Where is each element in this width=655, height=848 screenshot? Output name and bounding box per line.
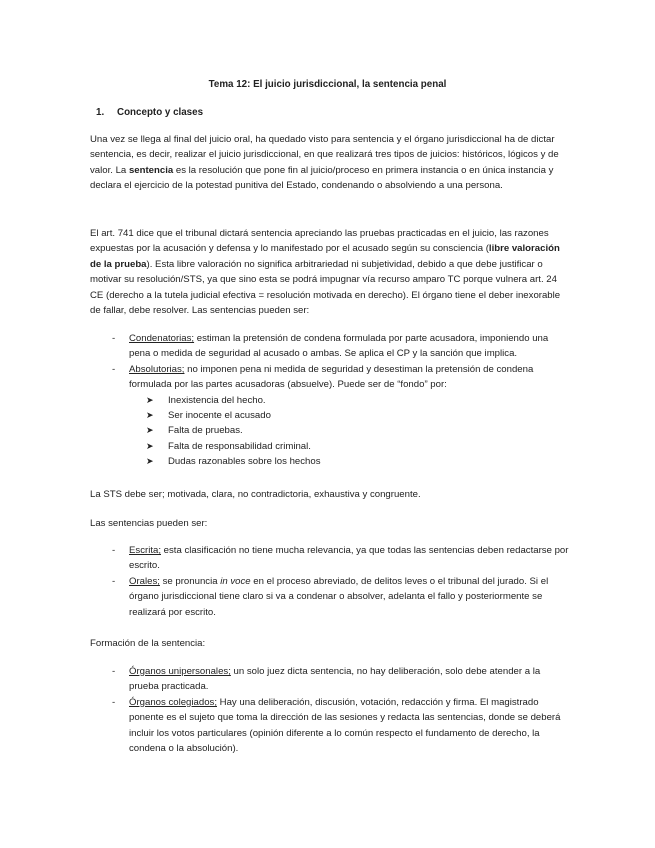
formation-list <box>112 664 572 756</box>
list-item <box>112 695 572 757</box>
list-item-label: Orales; <box>129 575 160 587</box>
list-item-text: estiman la pretensión de condena formulada por parte acusadora, imponiendo una pena o medida de seguridad al acusado o ambas. Se aplica el CP y la sanción que implica. <box>129 333 549 360</box>
list-item-label: Órganos colegiados; <box>129 696 217 708</box>
list-item-text: en el proceso abreviado, de delitos leves o el tribunal del jurado. Si el órgano jurisdiccional tiene claro si va a condenar o absolver, adelanta el fallo y posteriormente se realizará por escrito. <box>129 575 549 618</box>
dash-bullet: - <box>112 666 116 677</box>
list-item-label: Escrita; <box>129 545 161 556</box>
arrow-bullet-icon: ➤ <box>146 394 154 405</box>
sublist <box>146 393 572 470</box>
bold-term: sentencia <box>128 164 174 176</box>
sublist-item-text: Ser inocente el acusado <box>168 410 271 422</box>
list-item-text: Hay una deliberación, discusión, votación, redacción y firma. El magistrado ponente es el sujeto que toma la dirección de las sesiones y redacta las sentencias, donde se deberá incluir los votos particulares (opinión diferente a lo común respecto el fundamento de derecho, la condena o la absolución). <box>129 696 561 755</box>
list-item-text: un solo juez dicta sentencia, no hay deliberación, solo debe atender a la prueba practicada. <box>129 666 541 693</box>
bold-term: libre valoración de la prueba <box>90 243 560 270</box>
list-item-text: esta clasificación no tiene mucha relevancia, ya que todas las sentencias deben redactarse por escrito. <box>129 545 569 572</box>
list-item <box>112 331 572 362</box>
paragraph-text: El art. 741 dice que el tribunal dictará sentencia apreciando las pruebas practicadas en el juicio, las razones expuestas por la acusación y defensa y lo manifestado por el acusado según su consciencia ( <box>90 228 549 255</box>
list-item-text: se pronuncia <box>159 575 221 587</box>
arrow-bullet-icon: ➤ <box>146 440 154 451</box>
arrow-bullet-icon: ➤ <box>146 456 154 467</box>
italic-term: in voce <box>220 575 251 587</box>
section-number: 1. <box>96 107 105 118</box>
arrow-bullet-icon: ➤ <box>146 410 154 421</box>
list-item-text: no imponen pena ni medida de seguridad y desestiman la pretensión de condena formulada por las partes acusadoras (absuelve). Puede ser de “fondo” por: <box>129 363 534 391</box>
paragraph-text: Una vez se llega al final del juicio oral, ha quedado visto para sentencia y el órgano jurisdiccional ha de dictar sentencia, es decir, realizar el juicio jurisdiccional, en que realizará tres tipos de juicios: históricos, lógicos y de valor. La <box>90 134 559 176</box>
list-item-label: Órganos unipersonales; <box>129 666 231 677</box>
list-item <box>112 362 572 470</box>
paragraph-formacion: Formación de la sentencia: <box>90 638 206 649</box>
dash-bullet: - <box>112 363 116 375</box>
paragraph-text: ). Esta libre valoración no significa arbitrariedad ni subjetividad, debido a que debe justificar o motivar su resolución/STS, ya que sino esta se podrá impugnar vía recurso amparo TC porque vulnera art. 24 CE (derecho a la tutela judicial efectiva = resolución motivada en derecho). El órgano tiene el deber inexorable de fallar, debe resolver. Las sentencias pueden ser: <box>90 258 561 317</box>
sublist-item <box>146 423 572 438</box>
paragraph-intro <box>90 132 570 194</box>
sublist-item-text: Falta de responsabilidad criminal. <box>168 440 311 452</box>
dash-bullet: - <box>112 333 116 344</box>
paragraph-text: es la resolución que pone fin al juicio/proceso en primera instancia o en única instancia y declara el ejercicio de la potestad punitiva del Estado, condenando o absolviendo a una persona. <box>90 164 554 192</box>
section-heading <box>96 105 203 120</box>
sublist-item-text: Falta de pruebas. <box>168 425 243 437</box>
dash-bullet: - <box>112 545 116 556</box>
sublist-item <box>146 393 572 408</box>
list-item-label: Condenatorias; <box>129 333 195 344</box>
list-item <box>112 574 572 620</box>
arrow-bullet-icon: ➤ <box>146 425 154 436</box>
sentence-types-list <box>112 331 572 470</box>
sublist-item <box>146 408 572 423</box>
list-item-label: Absolutorias; <box>129 363 185 375</box>
paragraph-sentencias-pueden-ser: Las sentencias pueden ser: <box>90 518 208 529</box>
paragraph-art-741 <box>90 226 570 318</box>
sublist-item <box>146 454 572 469</box>
paragraph-sts: La STS debe ser; motivada, clara, no contradictoria, exhaustiva y congruente. <box>90 489 421 500</box>
list-item <box>112 543 572 574</box>
list-item <box>112 664 572 695</box>
section-heading-text: Concepto y clases <box>117 107 204 118</box>
sublist-item <box>146 439 572 454</box>
sublist-item-text: Inexistencia del hecho. <box>168 394 266 406</box>
dash-bullet: - <box>112 696 116 708</box>
dash-bullet: - <box>112 575 116 587</box>
document-title: Tema 12: El juicio jurisdiccional, la sentencia penal <box>208 79 447 90</box>
sublist-item-text: Dudas razonables sobre los hechos <box>168 456 321 468</box>
sentence-form-list <box>112 543 572 620</box>
